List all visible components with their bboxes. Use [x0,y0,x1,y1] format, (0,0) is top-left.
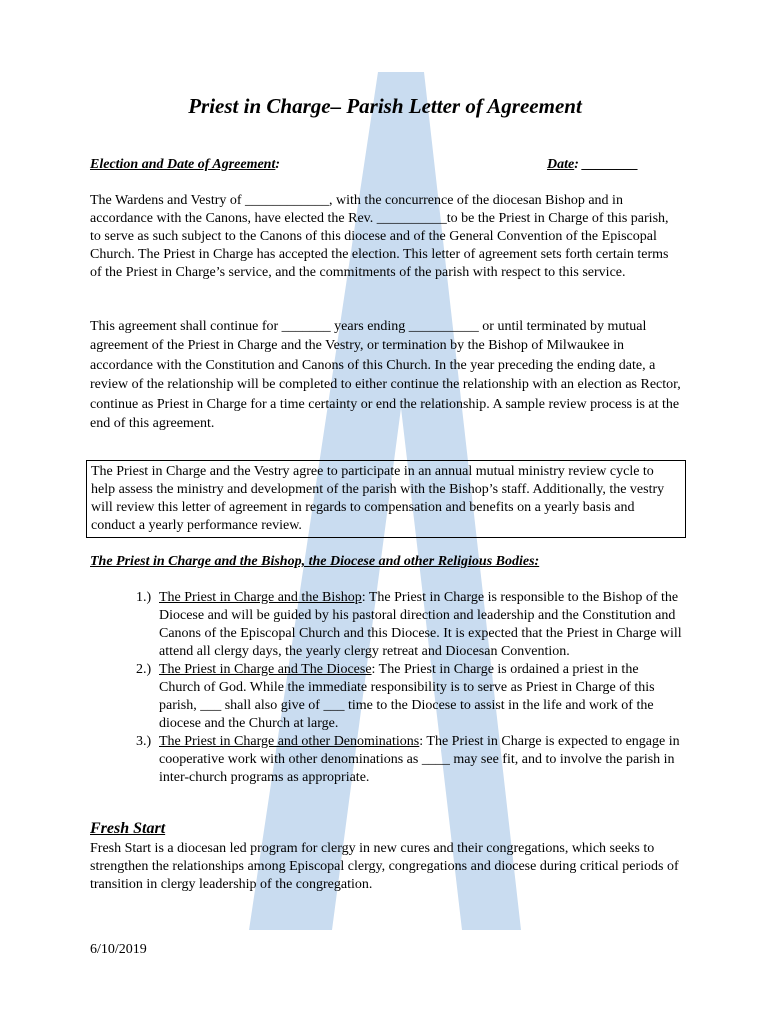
date-label: Date [547,157,575,172]
fresh-start-paragraph: Fresh Start is a diocesan led program for clergy in new cures and their congregations, which seeks to strengthen the relationships among Episcopal clergy, congregations and diocese during critical periods of transition in clergy leadership of the congregation. [90,841,679,892]
review-box: The Priest in Charge and the Vestry agree to participate in an annual mutual ministry review cycle to help assess the ministry and development of the parish with the Bishop’s staff. Additionally, the vestry will review this letter of agreement in regards to compensation and benefits on a yearly basis and conduct a yearly performance review. [86,460,686,538]
list-item-title: The Priest in Charge and other Denominations [159,734,420,749]
list-item [130,661,682,733]
list-number: 3.) [136,734,152,749]
fresh-start-heading: Fresh Start [90,820,166,837]
list-item-title: The Priest in Charge and the Bishop [159,590,362,605]
footer-date: 6/10/2019 [90,942,147,957]
responsibility-list [130,589,682,787]
list-number: 1.) [136,590,152,605]
bishop-heading: The Priest in Charge and the Bishop, the Diocese and other Religious Bodies: [90,554,540,569]
list-number: 2.) [136,662,152,677]
list-item-text: : The Priest in Charge is responsible to the Bishop of the Diocese and will be guided by his pastoral direction and leadership and the Constitution and Canons of the Episcopal Church and this Diocese. It is expected that the Priest in Charge will attend all clergy days, the yearly clergy retreat and Diocesan Convention. [159,590,682,659]
list-item-text: : The Priest in Charge is ordained a priest in the Church of God. While the immediate responsibility is to serve as Priest in Charge of this parish, ___ shall also give of ___ time to the Diocese to assist in the life and work of the diocese and the Church at large. [159,662,655,731]
paragraph-election: The Wardens and Vestry of ____________, with the concurrence of the diocesan Bishop and in accordance with the Canons, have elected the Rev. __________to be the Priest in Charge of this parish, to serve as such subject to the Canons of this diocese and of the General Convention of the Episcopal Church. The Priest in Charge has accepted the election. This letter of agreement sets forth certain terms of the Priest in Charge’s service, and the commitments of the parish with respect to this service. [90,193,669,280]
election-heading: Election and Date of Agreement: [90,157,281,172]
date-value: : ________ [574,157,639,172]
list-item-title: The Priest in Charge and The Diocese [159,662,372,677]
list-item [130,589,682,661]
date-field [547,157,638,173]
list-item-text: : The Priest in Charge is expected to engage in cooperative work with other denominations as ____ may see fit, and to involve the parish in inter-church programs as appropriate. [159,734,680,785]
paragraph-term: This agreement shall continue for _______ years ending __________ or until terminated by mutual agreement of the Priest in Charge and the Vestry, or termination by the Bishop of Milwaukee in accordance with the Constitution and Canons of this Church. In the year preceding the ending date, a review of the relationship will be completed to either continue the relationship with an election as Rector, continue as Priest in Charge for a time certainty or end the relationship. A sample review process is at the end of this agreement. [90,319,681,432]
page-title: Priest in Charge– Parish Letter of Agreement [188,94,582,118]
list-item [130,733,682,787]
